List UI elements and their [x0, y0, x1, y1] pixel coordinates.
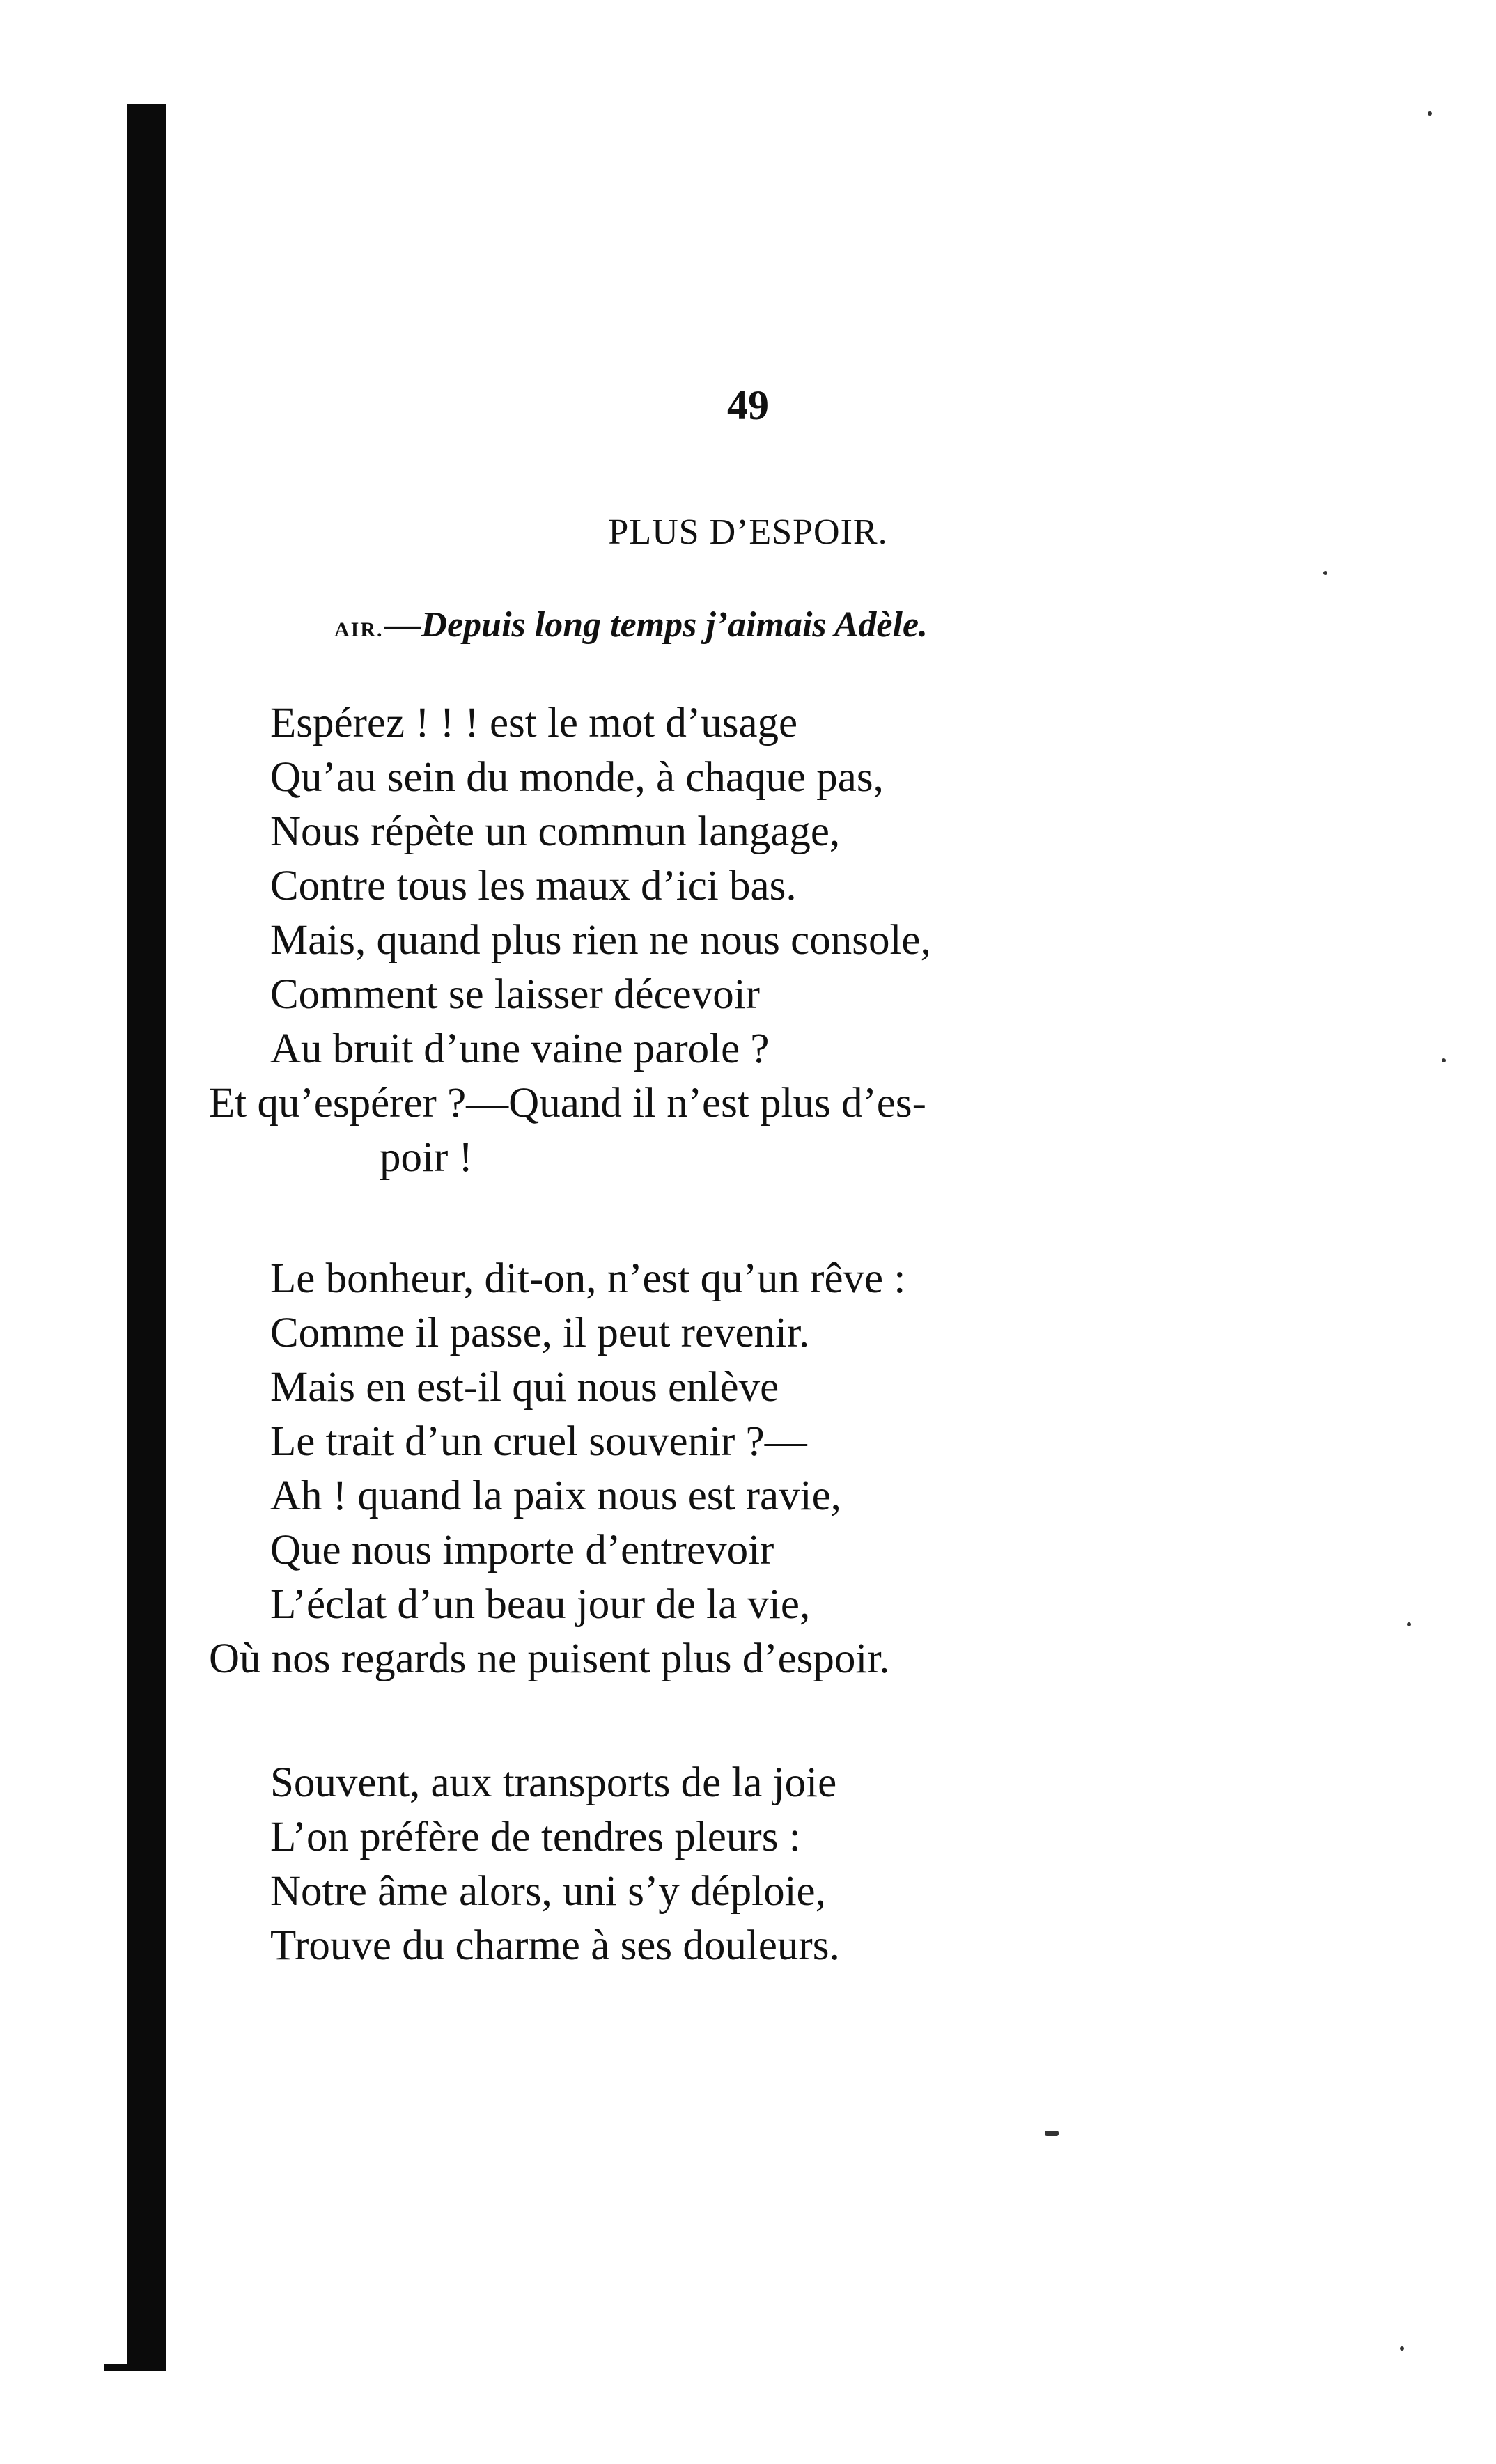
verse-line: Et qu’espérer ?—Quand il n’est plus d’es-	[209, 1080, 926, 1127]
verse-line: Trouve du charme à ses douleurs.	[270, 1922, 840, 1969]
verse-line: Contre tous les maux d’ici bas.	[270, 863, 797, 909]
verse-line: Ah ! quand la paix nous est ravie,	[270, 1473, 841, 1519]
stanza-2	[209, 1252, 1295, 1686]
verse-line: Comme il passe, il peut revenir.	[270, 1310, 810, 1356]
verse-line: Au bruit d’une vaine parole ?	[270, 1026, 770, 1072]
verse-line: Le bonheur, dit-on, n’est qu’un rêve :	[270, 1255, 906, 1302]
verse-line: Que nous importe d’entrevoir	[270, 1527, 774, 1574]
verse-line: L’éclat d’un beau jour de la vie,	[270, 1581, 811, 1628]
binding-edge-foot	[104, 2364, 146, 2371]
verse-line: Espérez ! ! ! est le mot d’usage	[270, 700, 798, 746]
air-tune: —Depuis long temps j’aimais Adèle.	[384, 605, 928, 645]
verse-line: Mais, quand plus rien ne nous console,	[270, 917, 931, 964]
binding-edge	[127, 104, 166, 2371]
verse-line: Notre âme alors, uni s’y déploie,	[270, 1868, 826, 1915]
stanza-1	[209, 696, 1295, 1185]
scan-speck	[1428, 111, 1432, 116]
verse-line: Souvent, aux transports de la joie	[270, 1759, 837, 1806]
verse-line: Le trait d’un cruel souvenir ?—	[270, 1418, 807, 1465]
page-number: 49	[727, 382, 769, 428]
air-indication	[334, 604, 928, 645]
scan-speck	[1045, 2131, 1059, 2136]
scan-speck	[1442, 1058, 1446, 1062]
scan-speck	[1400, 2346, 1404, 2351]
verse-line: Où nos regards ne puisent plus d’espoir.	[209, 1635, 890, 1682]
poem-title: PLUS D’ESPOIR.	[608, 512, 888, 552]
verse-line: L’on préfère de tendres pleurs :	[270, 1814, 801, 1860]
scan-speck	[1323, 571, 1327, 575]
verse-line-continuation: poir !	[380, 1134, 473, 1181]
air-label: AIR.	[334, 618, 384, 641]
verse-line: Comment se laisser décevoir	[270, 971, 760, 1018]
stanza-3	[209, 1756, 1295, 1973]
verse-line: Nous répète un commun langage,	[270, 808, 841, 855]
verse-line: Mais en est-il qui nous enlève	[270, 1364, 779, 1411]
verse-line: Qu’au sein du monde, à chaque pas,	[270, 754, 884, 801]
scan-speck	[1407, 1622, 1411, 1626]
